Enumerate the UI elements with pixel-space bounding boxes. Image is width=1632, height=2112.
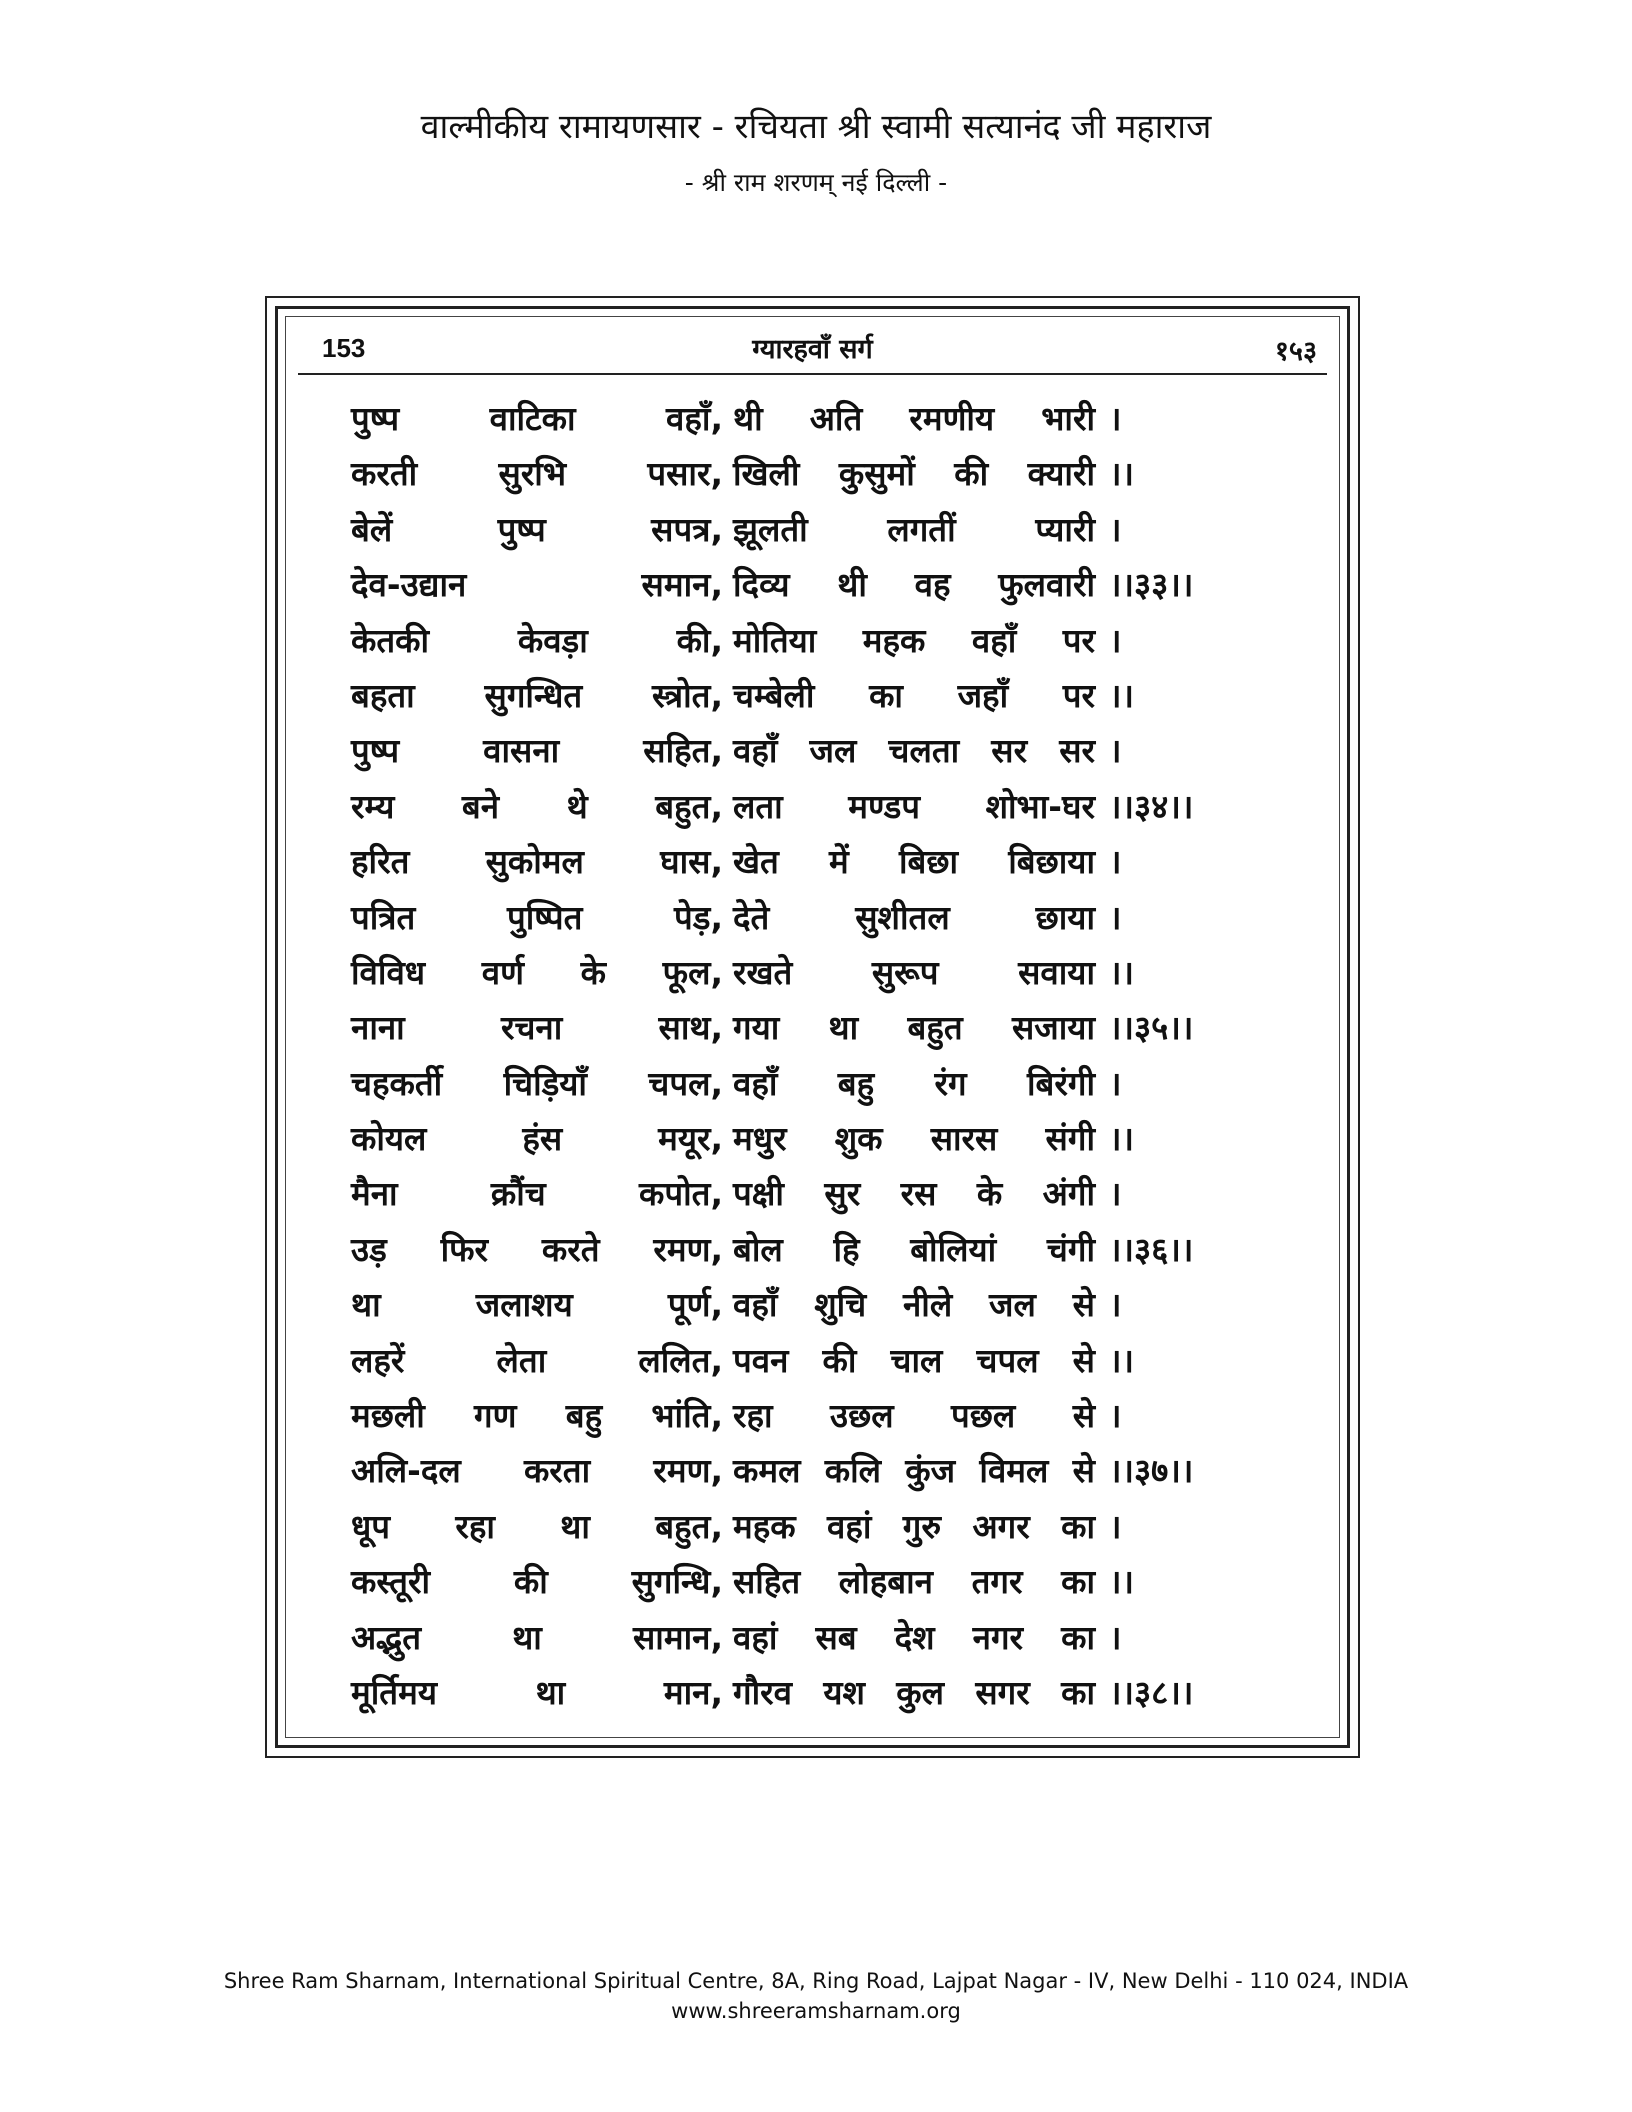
verse-line-first-half: पत्रित पुष्पित पेड़, — [351, 897, 723, 937]
verse-line-first-half: कस्तूरी की सुगन्धि, — [351, 1562, 723, 1602]
verse-line-first-half: धूप रहा था बहुत, — [351, 1506, 723, 1546]
verse-line-marker: । — [1109, 509, 1122, 549]
verse-line — [351, 998, 1291, 1053]
verse-line-first-half: मैना क्रौंच कपोत, — [351, 1174, 723, 1214]
verse-line-marker: । — [1109, 399, 1122, 438]
verse-line — [351, 1497, 1291, 1552]
verse-line-marker: ।। — [1109, 454, 1135, 494]
verse-line-first-half: करती सुरभि पसार, — [351, 454, 723, 494]
verse-line — [351, 1608, 1291, 1663]
verse-line-marker: । — [1109, 1617, 1122, 1657]
verse-line — [351, 943, 1291, 998]
verse-line-second-half: खेत में बिछा बिछाया — [733, 842, 1095, 882]
verse-line — [351, 1220, 1291, 1275]
verse-line-second-half: वहां सब देश नगर का — [733, 1617, 1095, 1657]
verse-line-second-half: खिली कुसुमों की क्यारी — [733, 454, 1095, 494]
verse-line — [351, 1331, 1291, 1386]
verse-line-marker: । — [1109, 1063, 1122, 1103]
verse-line-second-half: मोतिया महक वहाँ पर — [733, 620, 1095, 660]
verse-line-marker: ।।३४।। — [1109, 786, 1194, 826]
verse-line — [351, 555, 1291, 610]
verse-line-second-half: सहित लोहबान तगर का — [733, 1562, 1095, 1602]
verse-line-first-half: पुष्प वाटिका वहाँ, — [351, 399, 723, 438]
verse-line-second-half: चम्बेली का जहाँ पर — [733, 675, 1095, 715]
page-number-arabic: 153 — [322, 333, 366, 363]
verse-line-second-half: वहाँ शुचि नीले जल से — [733, 1285, 1095, 1325]
verse-line — [351, 444, 1291, 499]
verse-line-second-half: वहाँ जल चलता सर सर — [733, 731, 1095, 771]
verse-line-first-half: रम्य बने थे बहुत, — [351, 786, 723, 826]
verse-line-marker: । — [1109, 731, 1122, 771]
verse-line — [351, 888, 1291, 943]
verse-line — [351, 777, 1291, 832]
verse-line-marker: ।।३३।। — [1109, 565, 1194, 605]
verse-line-first-half: हरित सुकोमल घास, — [351, 842, 723, 882]
verse-line-marker: ।। — [1109, 1340, 1135, 1380]
verse-line-second-half: बोल हि बोलियां चंगी — [733, 1229, 1095, 1269]
page-frame — [265, 296, 1360, 1758]
verse-line-first-half: पुष्प वासना सहित, — [351, 731, 723, 771]
verse-line-first-half: बेलें पुष्प सपत्र, — [351, 509, 723, 549]
verse-line-first-half: मछली गण बहु भांति, — [351, 1396, 723, 1436]
verse-line-first-half: अलि-दल करता रमण, — [351, 1451, 723, 1491]
verse-line — [351, 1054, 1291, 1109]
verse-line-second-half: महक वहां गुरु अगर का — [733, 1506, 1095, 1546]
verse-line-marker: । — [1109, 620, 1122, 660]
page-number-devanagari: १५३ — [1274, 336, 1317, 367]
verse-line — [351, 1275, 1291, 1330]
verse-line-second-half: पवन की चाल चपल से — [733, 1340, 1095, 1380]
document-header-title: वाल्मीकीय रामायणसार - रचियता श्री स्वामी सत्यानंद जी महाराज — [420, 107, 1212, 147]
verse-line-first-half: था जलाशय पूर्ण, — [351, 1285, 723, 1325]
verse-line-marker: । — [1109, 897, 1122, 937]
verse-line — [351, 832, 1291, 887]
verse-line-first-half: विविध वर्ण के फूल, — [351, 952, 723, 992]
verse-line — [351, 1663, 1291, 1718]
verse-line — [351, 500, 1291, 555]
verse-line — [351, 611, 1291, 666]
verse-line-first-half: देव-उद्यान समान, — [351, 565, 723, 605]
verse-line-marker: । — [1109, 1285, 1122, 1325]
verse-line-marker: ।।३८।। — [1109, 1672, 1194, 1712]
verse-line-marker: । — [1109, 842, 1122, 882]
verse-line-first-half: नाना रचना साथ, — [351, 1008, 723, 1048]
page-frame-inner — [275, 306, 1350, 1748]
verse-line — [351, 721, 1291, 776]
verse-line — [351, 1386, 1291, 1441]
verse-line-second-half: गौरव यश कुल सगर का — [733, 1672, 1095, 1712]
verse-line-first-half: बहता सुगन्धित स्त्रोत, — [351, 675, 723, 715]
verse-line-first-half: लहरें लेता ललित, — [351, 1340, 723, 1380]
verse-block — [351, 389, 1291, 1718]
verse-line-second-half: रखते सुरूप सवाया — [733, 952, 1095, 992]
verse-line — [351, 1164, 1291, 1219]
verse-line-second-half: मधुर शुक सारस संगी — [733, 1119, 1095, 1159]
verse-line — [351, 666, 1291, 721]
verse-line-first-half: चहकर्ती चिड़ियाँ चपल, — [351, 1063, 723, 1103]
verse-line-second-half: वहाँ बहु रंग बिरंगी — [733, 1063, 1095, 1103]
verse-line-second-half: रहा उछल पछल से — [733, 1396, 1095, 1436]
verse-line-second-half: पक्षी सुर रस के अंगी — [733, 1174, 1095, 1214]
verse-line — [351, 1441, 1291, 1496]
verse-line-second-half: गया था बहुत सजाया — [733, 1008, 1095, 1048]
verse-line-first-half: उड़ फिर करते रमण, — [351, 1229, 723, 1269]
verse-line-marker: । — [1109, 1174, 1122, 1214]
document-header-subtitle: - श्री राम शरणम् नई दिल्ली - — [684, 168, 948, 197]
verse-line-marker: ।। — [1109, 675, 1135, 715]
verse-line-first-half: अद्भुत था सामान, — [351, 1617, 723, 1657]
verse-line-second-half: झूलती लगतीं प्यारी — [733, 509, 1095, 549]
verse-line-second-half: देते सुशीतल छाया — [733, 897, 1095, 937]
verse-line-marker: ।।३५।। — [1109, 1008, 1194, 1048]
verse-line-second-half: कमल कलि कुंज विमल से — [733, 1451, 1095, 1491]
verse-line — [351, 1552, 1291, 1607]
verse-line-second-half: दिव्य थी वह फुलवारी — [733, 565, 1095, 605]
chapter-title: ग्यारहवाँ सर्ग — [752, 334, 873, 365]
verse-line-marker: ।।३६।। — [1109, 1229, 1194, 1269]
verse-line-marker: ।। — [1109, 952, 1135, 992]
footer-website-link[interactable]: www.shreeramsharnam.org — [671, 1999, 961, 2023]
verse-line-marker: । — [1109, 1396, 1122, 1436]
footer-address: Shree Ram Sharnam, International Spiritual Centre, 8A, Ring Road, Lajpat Nagar - IV, New Delhi - 110 024, INDIA — [223, 1969, 1409, 1993]
verse-line-first-half: केतकी केवड़ा की, — [351, 620, 723, 660]
verse-line — [351, 1109, 1291, 1164]
verse-line-first-half: कोयल हंस मयूर, — [351, 1119, 723, 1159]
verse-line-first-half: मूर्तिमय था मान, — [351, 1672, 723, 1712]
verse-line-marker: । — [1109, 1506, 1122, 1546]
verse-line — [351, 389, 1291, 444]
verse-line-marker: ।। — [1109, 1119, 1135, 1159]
verse-line-marker: ।।३७।। — [1109, 1451, 1194, 1491]
verse-line-second-half: थी अति रमणीय भारी — [733, 399, 1095, 438]
page-heading-bar — [298, 325, 1327, 375]
verse-line-second-half: लता मण्डप शोभा-घर — [733, 786, 1095, 826]
verse-line-marker: ।। — [1109, 1562, 1135, 1602]
